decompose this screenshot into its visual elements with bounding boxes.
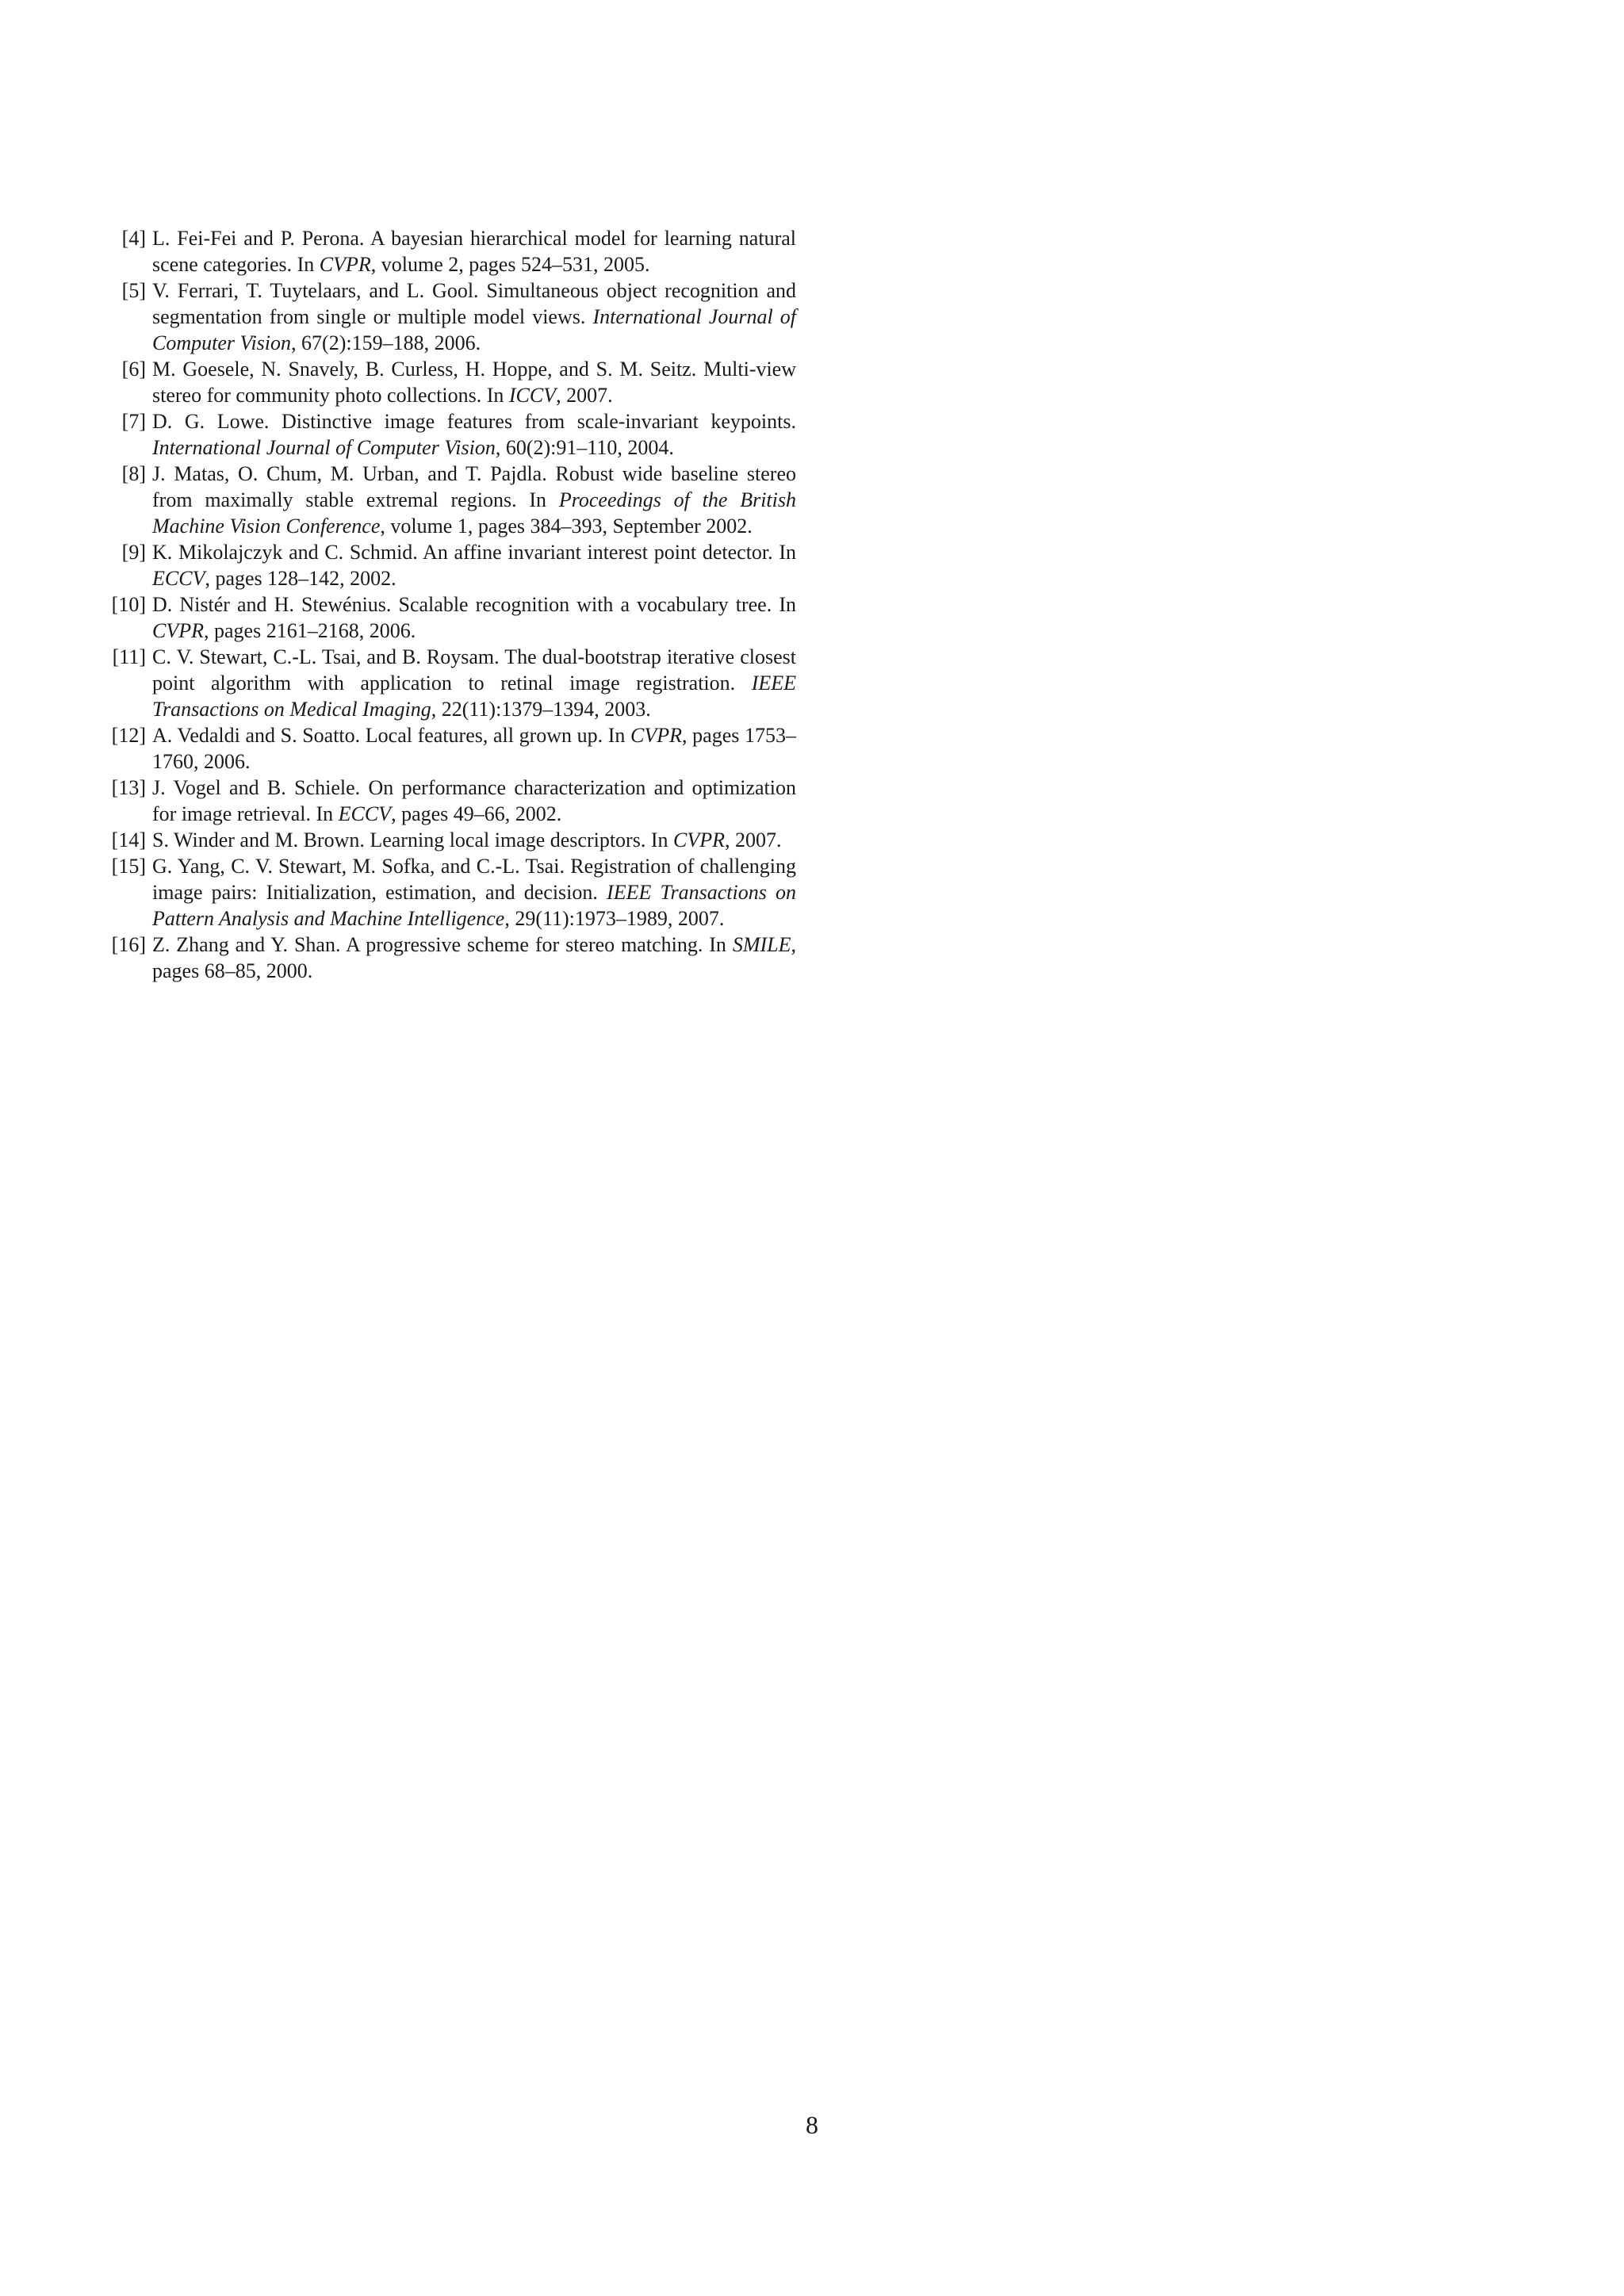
reference-text-segment: , 60(2):91–110, 2004. — [495, 436, 674, 459]
reference-text-segment: , pages 49–66, 2002. — [391, 802, 562, 825]
reference-text-segment: , pages 68–85, 2000. — [152, 933, 796, 982]
reference-venue: SMILE — [732, 933, 791, 956]
reference-text — [152, 539, 796, 591]
reference-text-segment: , volume 1, pages 384–393, September 2002. — [380, 515, 753, 538]
reference-venue: CVPR — [630, 724, 683, 747]
reference-venue: IEEE Transactions on Medical Imaging — [152, 672, 796, 721]
reference-text-segment: , 22(11):1379–1394, 2003. — [431, 698, 651, 721]
reference-venue: Proceedings of the British Machine Vision Conference — [152, 488, 796, 538]
reference-number: [7] — [121, 410, 146, 433]
reference-text-segment: D. Nistér and H. Stewénius. Scalable recognition with a vocabulary tree. In — [152, 593, 796, 616]
reference-number: [4] — [121, 227, 146, 250]
reference-list — [111, 225, 796, 984]
reference-venue: ECCV — [338, 802, 392, 825]
reference-number: [16] — [111, 933, 146, 956]
reference-text-segment: A. Vedaldi and S. Soatto. Local features, all grown up. In — [152, 724, 631, 747]
reference-text-segment: , 29(11):1973–1989, 2007. — [504, 907, 725, 930]
reference-text — [152, 461, 796, 539]
reference-number: [14] — [111, 828, 146, 851]
reference-item — [111, 644, 796, 722]
reference-text-segment: , pages 1753–1760, 2006. — [152, 724, 796, 773]
reference-venue: International Journal of Computer Vision — [152, 436, 496, 459]
reference-text — [152, 277, 796, 356]
reference-number: [12] — [111, 724, 146, 747]
reference-number: [5] — [121, 279, 146, 302]
reference-text-segment: , pages 128–142, 2002. — [205, 567, 396, 590]
reference-text — [152, 644, 796, 722]
reference-text-segment: K. Mikolajczyk and C. Schmid. An affine invariant interest point detector. In — [152, 541, 796, 564]
reference-text-segment: L. Fei-Fei and P. Perona. A bayesian hierarchical model for learning natural scene categories. In — [152, 227, 796, 276]
reference-text-segment: , pages 2161–2168, 2006. — [204, 619, 416, 642]
reference-venue: CVPR — [319, 253, 371, 276]
reference-venue: International Journal of Computer Vision — [152, 305, 796, 354]
reference-venue: ECCV — [152, 567, 205, 590]
reference-text — [152, 775, 796, 827]
reference-text-segment: J. Vogel and B. Schiele. On performance characterization and optimization for image retrieval. In — [152, 776, 796, 825]
reference-text-segment: Z. Zhang and Y. Shan. A progressive scheme for stereo matching. In — [152, 933, 733, 956]
reference-number: [15] — [111, 855, 146, 878]
reference-item — [111, 277, 796, 356]
reference-text-segment: D. G. Lowe. Distinctive image features from scale-invariant keypoints. — [152, 410, 796, 433]
reference-item — [111, 408, 796, 461]
reference-item — [111, 356, 796, 408]
reference-item — [111, 722, 796, 775]
reference-item — [111, 225, 796, 277]
reference-text-segment: , 67(2):159–188, 2006. — [291, 331, 481, 354]
reference-item — [111, 591, 796, 644]
reference-text — [152, 722, 796, 775]
reference-item — [111, 775, 796, 827]
reference-item — [111, 827, 796, 853]
reference-venue: CVPR — [672, 828, 725, 851]
reference-venue: IEEE Transactions on Pattern Analysis and Machine Intelligence — [152, 881, 796, 930]
reference-text-segment: S. Winder and M. Brown. Learning local image descriptors. In — [152, 828, 673, 851]
reference-item — [111, 932, 796, 984]
reference-venue: CVPR — [152, 619, 204, 642]
reference-text-segment: C. V. Stewart, C.-L. Tsai, and B. Roysam. The dual-bootstrap iterative closest point algorithm with application to retinal image registration. — [152, 645, 796, 695]
reference-text-segment: M. Goesele, N. Snavely, B. Curless, H. Hoppe, and S. M. Seitz. Multi-view stereo for community photo collections. In — [152, 358, 796, 407]
reference-text — [152, 932, 796, 984]
reference-item — [111, 539, 796, 591]
reference-text — [152, 853, 796, 932]
reference-venue: ICCV — [508, 384, 557, 407]
reference-number: [11] — [112, 645, 146, 668]
reference-number: [8] — [121, 462, 146, 485]
reference-number: [13] — [111, 776, 146, 799]
reference-item — [111, 461, 796, 539]
reference-text — [152, 356, 796, 408]
reference-text-segment: V. Ferrari, T. Tuytelaars, and L. Gool. Simultaneous object recognition and segmentation from single or multiple model views. — [152, 279, 796, 328]
reference-item — [111, 853, 796, 932]
page-number: 8 — [806, 2110, 818, 2139]
reference-text — [152, 408, 796, 461]
reference-text-segment: , volume 2, pages 524–531, 2005. — [370, 253, 650, 276]
reference-number: [6] — [121, 358, 146, 381]
reference-number: [9] — [121, 541, 146, 564]
reference-number: [10] — [111, 593, 146, 616]
reference-text-segment: J. Matas, O. Chum, M. Urban, and T. Pajdla. Robust wide baseline stereo from maximally stable extremal regions. In — [152, 462, 796, 511]
reference-text-segment: G. Yang, C. V. Stewart, M. Sofka, and C.-L. Tsai. Registration of challenging image pairs: Initialization, estimation, and decision. — [152, 855, 796, 904]
reference-text — [152, 225, 796, 277]
reference-text-segment: , 2007. — [556, 384, 613, 407]
reference-text — [152, 591, 796, 644]
reference-text-segment: , 2007. — [724, 828, 782, 851]
reference-text — [152, 827, 796, 853]
